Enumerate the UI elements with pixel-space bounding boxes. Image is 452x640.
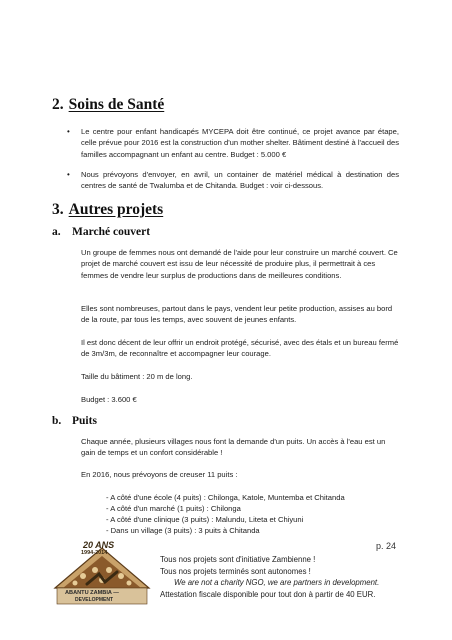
list-item: - A côté d'une clinique (3 puits) : Malundu, Liteta et Chiyuni [106,515,304,524]
subsection-letter: b. [52,415,62,427]
section-3-heading [52,201,163,219]
footer [160,554,410,600]
paragraph: Chaque année, plusieurs villages nous font la demande d'un puits. Un accès à l'eau est un gain de temps et un confort considérable ! [81,437,386,458]
subsection-b-heading [52,415,97,427]
footer-line: Tous nos projets terminés sont autonomes ! [160,566,311,576]
bullet-text: Le centre pour enfant handicapés MYCEPA doit être continué, ce projet avance par étape, celle prévue pour 2016 est la construction d'un mother shelter. Bâtiment destiné à l'accueil des familles accompagnant un enfant au centre. Budget : 5.000 € [81,127,399,159]
paragraph: En 2016, nous prévoyons de creuser 11 puits : [81,470,238,479]
list-item: - A côté d'un marché (1 puits) : Chilonga [106,504,241,513]
paragraph: Taille du bâtiment : 20 m de long. [81,372,193,381]
subsection-letter: a. [52,226,61,238]
footer-line: Attestation fiscale disponible pour tout don à partir de 40 EUR. [160,589,376,599]
page-number: p. 24 [376,541,397,551]
bullet-marker: • [67,170,70,179]
subsection-a-heading [52,226,150,238]
logo-tagline: DEVELOPMENT [75,597,114,603]
subsection-title: Marché couvert [72,226,151,238]
footer-line: Tous nos projets sont d'initiative Zambienne ! [160,555,316,564]
section-title: Soins de Santé [68,96,165,113]
paragraph: Elles sont nombreuses, partout dans le pays, vendent leur petite production, assises au bord de la route, par tous les temps, avec souvent de jeunes enfants. [81,304,393,325]
list-item: - A côté d'une école (4 puits) : Chilonga, Katole, Muntemba et Chitanda [106,493,345,502]
paragraph: Il est donc décent de leur offrir un endroit protégé, sécurisé, avec des étals et un bureau fermé de 3m/3m, de reconnaître et accompagner leur courage. [81,338,399,359]
subsection-title: Puits [72,415,97,427]
section-number: 2. [52,96,64,113]
logo-anniversary: 20 ANS [83,540,115,550]
logo-name: ABANTU ZAMBIA — [65,590,119,596]
paragraph: Un groupe de femmes nous ont demandé de l'aide pour leur construire un marché couvert. Ce projet de marché couvert est issu de leur nécessité de produire plus, il permettrait à ces femmes de vendre leur surplus de productions dans de meilleures conditions. [81,248,398,280]
footer-line: We are not a charity NGO, we are partners in development. [174,578,380,588]
paragraph: Budget : 3.600 € [81,395,137,404]
abantu-zambia-logo [53,538,151,606]
list-item: - Dans un village (3 puits) : 3 puits à Chitanda [106,526,260,535]
bullet-marker: • [67,127,70,136]
logo-years: 1994-2014 [81,550,108,556]
section-2-heading [52,96,164,114]
bullet-text: Nous prévoyons d'envoyer, en avril, un container de matériel médical à destination des centres de santé de Twalumba et de Chitanda. Budget : voir ci-dessous. [81,170,399,191]
section-title: Autres projets [68,201,164,218]
section-number: 3. [52,201,64,218]
